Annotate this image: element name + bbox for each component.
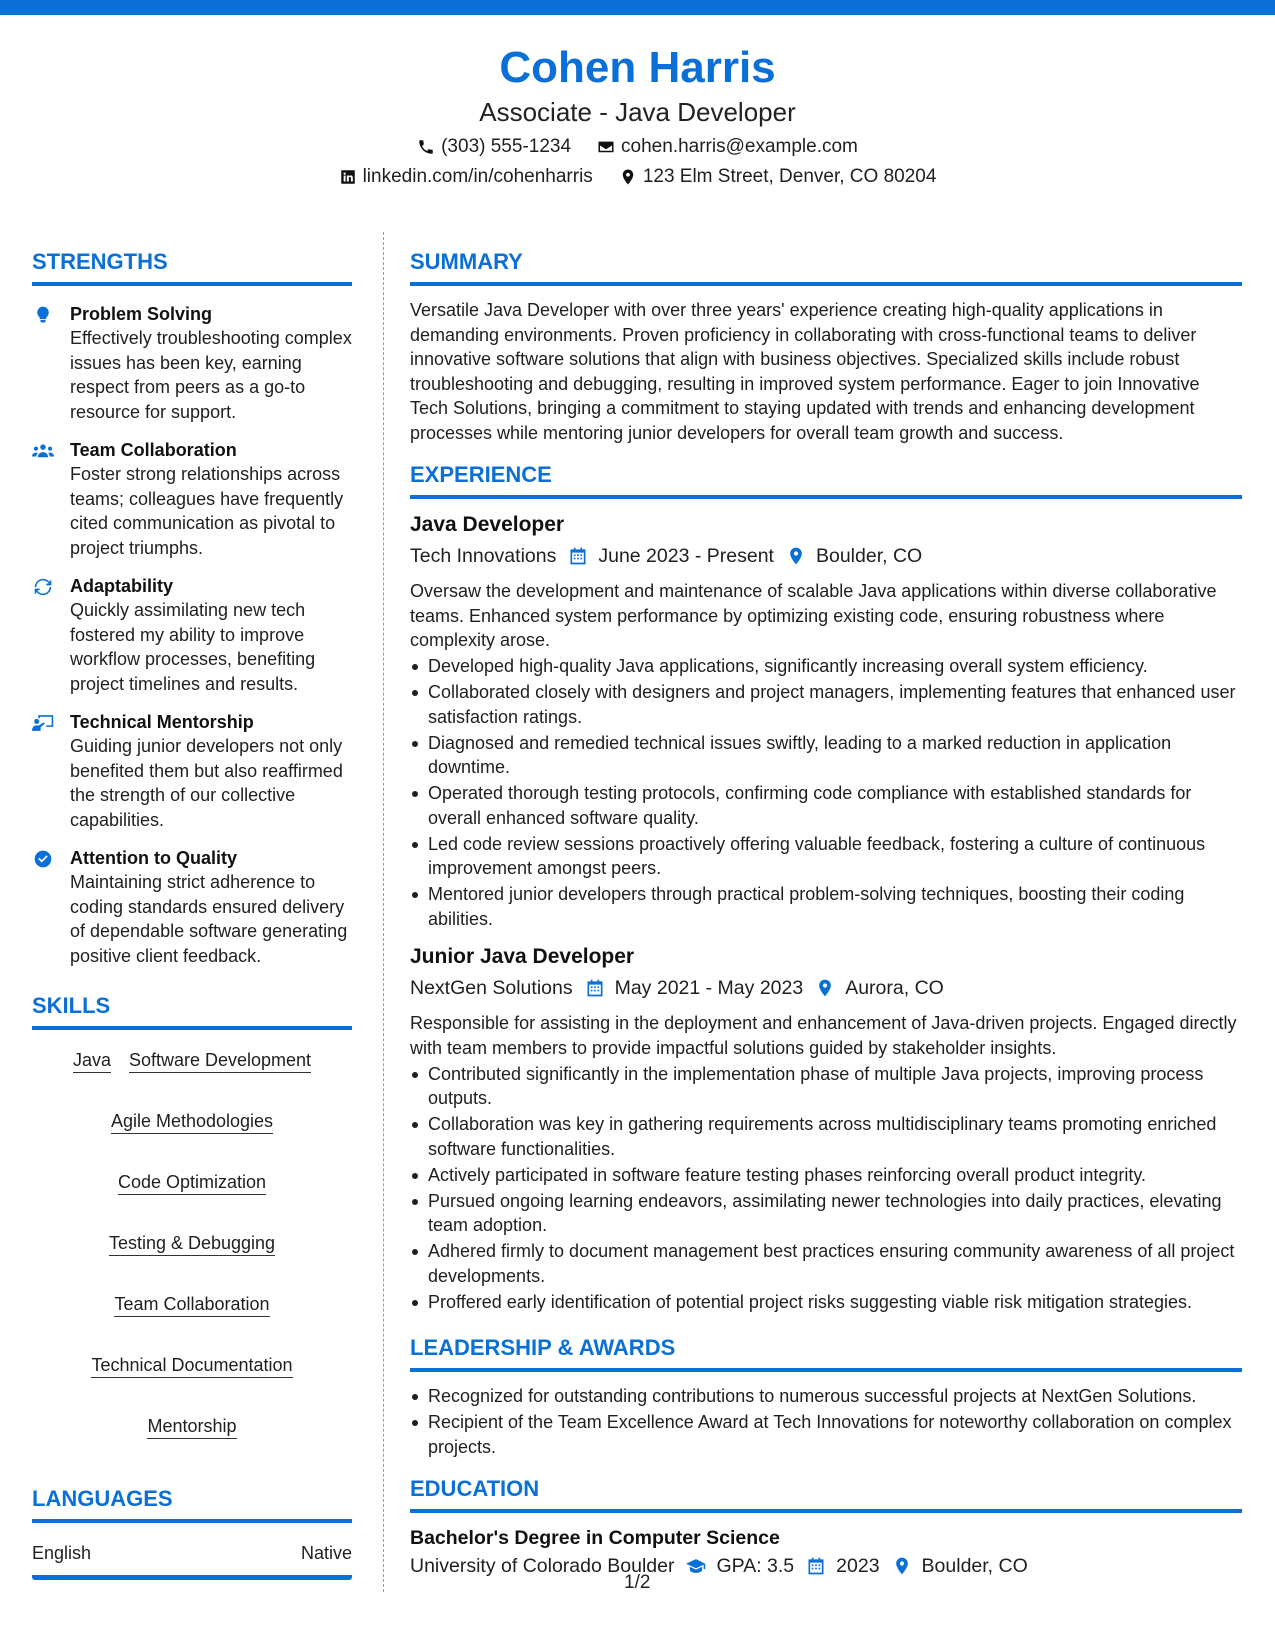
strength-desc: Guiding junior developers not only benefited them but also reaffirmed the strength of our collective capabilities. bbox=[70, 736, 343, 830]
phone-icon bbox=[417, 138, 435, 156]
job-bullet: Collaboration was key in gathering requirements across multidisciplinary teams promoting enriched software functionalities. bbox=[410, 1112, 1242, 1161]
email-contact[interactable] bbox=[597, 134, 858, 160]
strength-title: Adaptability bbox=[70, 576, 174, 596]
job-location: Aurora, CO bbox=[845, 977, 944, 999]
strength-item bbox=[32, 710, 352, 832]
edu-year: 2023 bbox=[836, 1555, 880, 1577]
sync-icon bbox=[32, 577, 54, 597]
job-position: Java Developer bbox=[410, 513, 565, 536]
strengths-list bbox=[32, 302, 352, 968]
linkedin-icon bbox=[339, 168, 357, 186]
strength-item bbox=[32, 302, 352, 424]
left-column bbox=[32, 248, 352, 1580]
strength-desc: Maintaining strict adherence to coding standards ensured delivery of dependable software generating positive client feedback. bbox=[70, 872, 348, 966]
edu-degree: Bachelor's Degree in Computer Science bbox=[410, 1527, 780, 1549]
skills-list bbox=[32, 1042, 352, 1455]
address-text: 123 Elm Street, Denver, CO 80204 bbox=[642, 166, 937, 187]
strength-item bbox=[32, 846, 352, 968]
skill-tag: Code Optimization bbox=[118, 1170, 266, 1195]
contact-row-2 bbox=[0, 164, 1275, 190]
calendar-icon bbox=[585, 978, 605, 998]
job-bullet: Operated thorough testing protocols, confirming code compliance with established standards for overall enhanced software quality. bbox=[410, 781, 1242, 830]
address-contact bbox=[619, 164, 937, 190]
job-description: Oversaw the development and maintenance of scalable Java applications within diverse collaborative teams. Enhanced system performance by optimizing existing code, ensuring robustness where complexity arose. bbox=[410, 581, 1217, 650]
edu-location: Boulder, CO bbox=[921, 1555, 1028, 1577]
calendar-icon bbox=[806, 1556, 826, 1576]
award-item: Recognized for outstanding contributions to numerous successful projects at NextGen Solutions. bbox=[410, 1384, 1242, 1409]
job-description: Responsible for assisting in the deployment and enhancement of Java-driven projects. Engaged directly with team members to provide impactful solutions guided by stakeholder insights. bbox=[410, 1013, 1237, 1058]
linkedin-contact[interactable] bbox=[339, 164, 593, 190]
job-dates: May 2021 - May 2023 bbox=[614, 977, 804, 999]
edu-school: University of Colorado Boulder bbox=[410, 1555, 675, 1577]
job-bullet: Proffered early identification of potential project risks suggesting viable risk mitigation strategies. bbox=[410, 1290, 1242, 1315]
job-bullets bbox=[410, 1062, 1242, 1315]
experience-heading: EXPERIENCE bbox=[410, 461, 1242, 499]
skill-tag: Java bbox=[73, 1048, 111, 1073]
job-entry bbox=[410, 943, 1242, 1314]
strength-desc: Foster strong relationships across teams; colleagues have frequently cited communication as pivotal to project triumphs. bbox=[70, 464, 344, 558]
awards-list bbox=[410, 1384, 1242, 1459]
linkedin-text[interactable]: linkedin.com/in/cohenharris bbox=[362, 166, 593, 187]
candidate-name: Cohen Harris bbox=[499, 43, 776, 92]
language-level: Native bbox=[300, 1543, 352, 1563]
job-title: Associate - Java Developer bbox=[479, 97, 796, 127]
job-bullet: Pursued ongoing learning endeavors, assimilating newer technologies into daily practices, elevating team adoption. bbox=[410, 1189, 1242, 1238]
edu-gpa: GPA: 3.5 bbox=[716, 1555, 795, 1577]
strength-item bbox=[32, 574, 352, 696]
envelope-icon bbox=[597, 138, 615, 156]
award-item: Recipient of the Team Excellence Award at Tech Innovations for noteworthy collaboration on complex projects. bbox=[410, 1410, 1242, 1459]
right-column bbox=[410, 248, 1242, 1589]
summary-text: Versatile Java Developer with over three years' experience creating high-quality applications in demanding environments. Proven proficiency in collaborating with cross-functional teams to deliver innovative software solutions that align with business objectives. Specialized skills include robust troubleshooting and debugging, resulting in improved system performance. Eager to join Innovative Tech Solutions, bringing a commitment to staying updated with trends and enhancing development processes while mentoring junior developers for overall team growth and success. bbox=[410, 300, 1200, 443]
map-pin-icon bbox=[619, 168, 637, 186]
job-bullet: Developed high-quality Java applications, significantly increasing overall system efficiency. bbox=[410, 654, 1242, 679]
strength-title: Technical Mentorship bbox=[70, 712, 254, 732]
check-circle-icon bbox=[32, 849, 54, 869]
job-dates: June 2023 - Present bbox=[598, 545, 774, 567]
strength-title: Problem Solving bbox=[70, 304, 213, 324]
skills-heading: SKILLS bbox=[32, 992, 352, 1030]
users-icon bbox=[32, 441, 54, 461]
job-bullet: Collaborated closely with designers and project managers, implementing features that enhanced user satisfaction ratings. bbox=[410, 680, 1242, 729]
map-pin-icon bbox=[786, 546, 806, 566]
calendar-icon bbox=[568, 546, 588, 566]
skill-tag: Team Collaboration bbox=[114, 1292, 269, 1317]
summary-heading: SUMMARY bbox=[410, 248, 1242, 286]
job-company: Tech Innovations bbox=[410, 545, 557, 567]
resume-header bbox=[0, 40, 1275, 190]
strength-desc: Effectively troubleshooting complex issues has been key, earning respect from peers as a go-to resource for support. bbox=[70, 328, 352, 422]
job-bullet: Led code review sessions proactively offering valuable feedback, fostering a culture of continuous improvement amongst peers. bbox=[410, 832, 1242, 881]
skill-tag: Technical Documentation bbox=[91, 1353, 292, 1378]
top-accent-bar bbox=[0, 0, 1275, 15]
edu-meta bbox=[410, 1551, 1242, 1581]
language-row bbox=[32, 1537, 352, 1580]
job-meta bbox=[410, 973, 1242, 1003]
job-company: NextGen Solutions bbox=[410, 977, 573, 999]
skill-tag: Agile Methodologies bbox=[111, 1109, 273, 1134]
page-number: 1/2 bbox=[624, 1572, 651, 1593]
graduation-cap-icon bbox=[686, 1556, 706, 1576]
job-bullet: Diagnosed and remedied technical issues swiftly, leading to a marked reduction in application downtime. bbox=[410, 731, 1242, 780]
education-heading: EDUCATION bbox=[410, 1475, 1242, 1513]
skill-tag: Testing & Debugging bbox=[109, 1231, 275, 1256]
strength-item bbox=[32, 438, 352, 560]
job-bullet: Actively participated in software feature testing phases reinforcing overall product integrity. bbox=[410, 1163, 1242, 1188]
leadership-heading: LEADERSHIP & AWARDS bbox=[410, 1334, 1242, 1372]
job-entry bbox=[410, 511, 1242, 931]
job-location: Boulder, CO bbox=[815, 545, 923, 567]
job-bullets bbox=[410, 654, 1242, 931]
strength-title: Attention to Quality bbox=[70, 848, 237, 868]
map-pin-icon bbox=[815, 978, 835, 998]
skill-tag: Software Development bbox=[129, 1048, 311, 1073]
strengths-heading: STRENGTHS bbox=[32, 248, 352, 286]
language-name: English bbox=[32, 1543, 92, 1563]
strength-desc: Quickly assimilating new tech fostered my ability to improve workflow processes, benefiting project timelines and results. bbox=[70, 600, 316, 694]
skill-tag: Mentorship bbox=[147, 1414, 236, 1439]
job-bullet: Mentored junior developers through practical problem-solving techniques, boosting their coding abilities. bbox=[410, 882, 1242, 931]
phone-text: (303) 555-1234 bbox=[441, 136, 572, 157]
strength-title: Team Collaboration bbox=[70, 440, 237, 460]
contact-row-1 bbox=[0, 134, 1275, 160]
job-meta bbox=[410, 541, 1242, 571]
column-divider bbox=[383, 232, 384, 1592]
phone-contact bbox=[417, 134, 571, 160]
teacher-icon bbox=[32, 713, 54, 733]
lightbulb-icon bbox=[32, 305, 54, 325]
job-bullet: Adhered firmly to document management best practices ensuring community awareness of all project developments. bbox=[410, 1239, 1242, 1288]
map-pin-icon bbox=[892, 1556, 912, 1576]
languages-heading: LANGUAGES bbox=[32, 1485, 352, 1523]
email-text[interactable]: cohen.harris@example.com bbox=[621, 136, 858, 157]
job-bullet: Contributed significantly in the implementation phase of multiple Java projects, improving process outputs. bbox=[410, 1062, 1242, 1111]
job-position: Junior Java Developer bbox=[410, 945, 635, 968]
